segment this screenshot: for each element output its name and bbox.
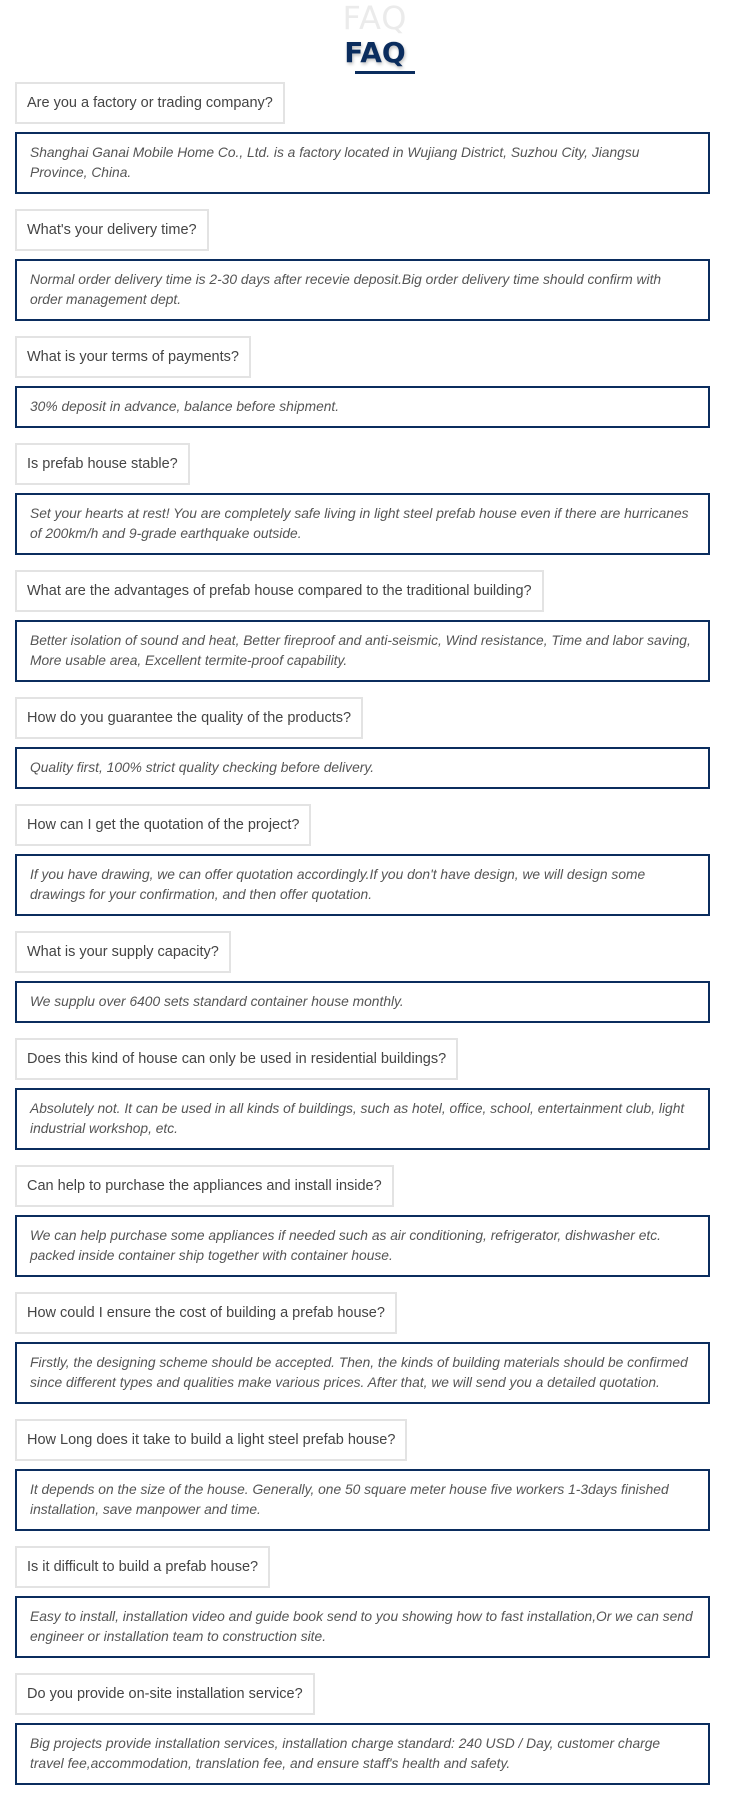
faq-answer: Absolutely not. It can be used in all kinds of buildings, such as hotel, office, school, entertainment club, light industrial workshop, etc. bbox=[15, 1088, 710, 1150]
faq-question: How could I ensure the cost of building a prefab house? bbox=[15, 1292, 397, 1334]
faq-item bbox=[15, 1419, 710, 1531]
faq-item bbox=[15, 1038, 710, 1150]
faq-answer: Normal order delivery time is 2-30 days after recevie deposit.Big order delivery time should confirm with order management dept. bbox=[15, 259, 710, 321]
title-underline bbox=[355, 71, 415, 74]
faq-question: How Long does it take to build a light steel prefab house? bbox=[15, 1419, 407, 1461]
faq-question: Can help to purchase the appliances and install inside? bbox=[15, 1165, 394, 1207]
page-title: FAQ bbox=[344, 36, 406, 69]
faq-item bbox=[15, 931, 710, 1023]
faq-item bbox=[15, 1546, 710, 1658]
faq-answer: If you have drawing, we can offer quotation accordingly.If you don't have design, we will design some drawings for your confirmation, and then offer quotation. bbox=[15, 854, 710, 916]
faq-question: Does this kind of house can only be used in residential buildings? bbox=[15, 1038, 458, 1080]
faq-question: Is prefab house stable? bbox=[15, 443, 190, 485]
faq-question: What are the advantages of prefab house compared to the traditional building? bbox=[15, 570, 544, 612]
faq-question: What's your delivery time? bbox=[15, 209, 209, 251]
faq-question: What is your terms of payments? bbox=[15, 336, 251, 378]
faq-answer: Better isolation of sound and heat, Better fireproof and anti-seismic, Wind resistance, Time and labor saving, More usable area, Excellent termite-proof capability. bbox=[15, 620, 710, 682]
faq-item bbox=[15, 336, 710, 428]
faq-item bbox=[15, 804, 710, 916]
faq-answer: Easy to install, installation video and guide book send to you showing how to fast installation,Or we can send engineer or installation team to construction site. bbox=[15, 1596, 710, 1658]
faq-answer: We can help purchase some appliances if needed such as air conditioning, refrigerator, dishwasher etc. packed inside container ship together with container house. bbox=[15, 1215, 710, 1277]
faq-item bbox=[15, 1165, 710, 1277]
faq-answer: Big projects provide installation services, installation charge standard: 240 USD / Day, customer charge travel fee,accommodation, translation fee, and ensure staff's health and safety. bbox=[15, 1723, 710, 1785]
faq-watermark: FAQ bbox=[342, 0, 408, 37]
faq-question: How can I get the quotation of the project? bbox=[15, 804, 311, 846]
faq-item bbox=[15, 82, 710, 194]
faq-answer: Quality first, 100% strict quality checking before delivery. bbox=[15, 747, 710, 789]
faq-item bbox=[15, 697, 710, 789]
faq-list bbox=[15, 82, 710, 1800]
faq-answer: We supplu over 6400 sets standard container house monthly. bbox=[15, 981, 710, 1023]
faq-answer: Shanghai Ganai Mobile Home Co., Ltd. is a factory located in Wujiang District, Suzhou City, Jiangsu Province, China. bbox=[15, 132, 710, 194]
faq-question: What is your supply capacity? bbox=[15, 931, 231, 973]
faq-item bbox=[15, 443, 710, 555]
faq-item bbox=[15, 1292, 710, 1404]
faq-answer: 30% deposit in advance, balance before shipment. bbox=[15, 386, 710, 428]
faq-item bbox=[15, 209, 710, 321]
faq-item bbox=[15, 570, 710, 682]
faq-answer: Set your hearts at rest! You are completely safe living in light steel prefab house even if there are hurricanes of 200km/h and 9-grade earthquake outside. bbox=[15, 493, 710, 555]
faq-question: Do you provide on-site installation service? bbox=[15, 1673, 315, 1715]
faq-answer: Firstly, the designing scheme should be accepted. Then, the kinds of building materials should be confirmed since different types and qualities make various prices. After that, we will send you a detailed quotation. bbox=[15, 1342, 710, 1404]
faq-answer: It depends on the size of the house. Generally, one 50 square meter house five workers 1-3days finished installation, save manpower and time. bbox=[15, 1469, 710, 1531]
faq-question: How do you guarantee the quality of the products? bbox=[15, 697, 363, 739]
faq-item bbox=[15, 1673, 710, 1785]
faq-question: Are you a factory or trading company? bbox=[15, 82, 285, 124]
faq-header bbox=[0, 0, 750, 78]
faq-question: Is it difficult to build a prefab house? bbox=[15, 1546, 270, 1588]
